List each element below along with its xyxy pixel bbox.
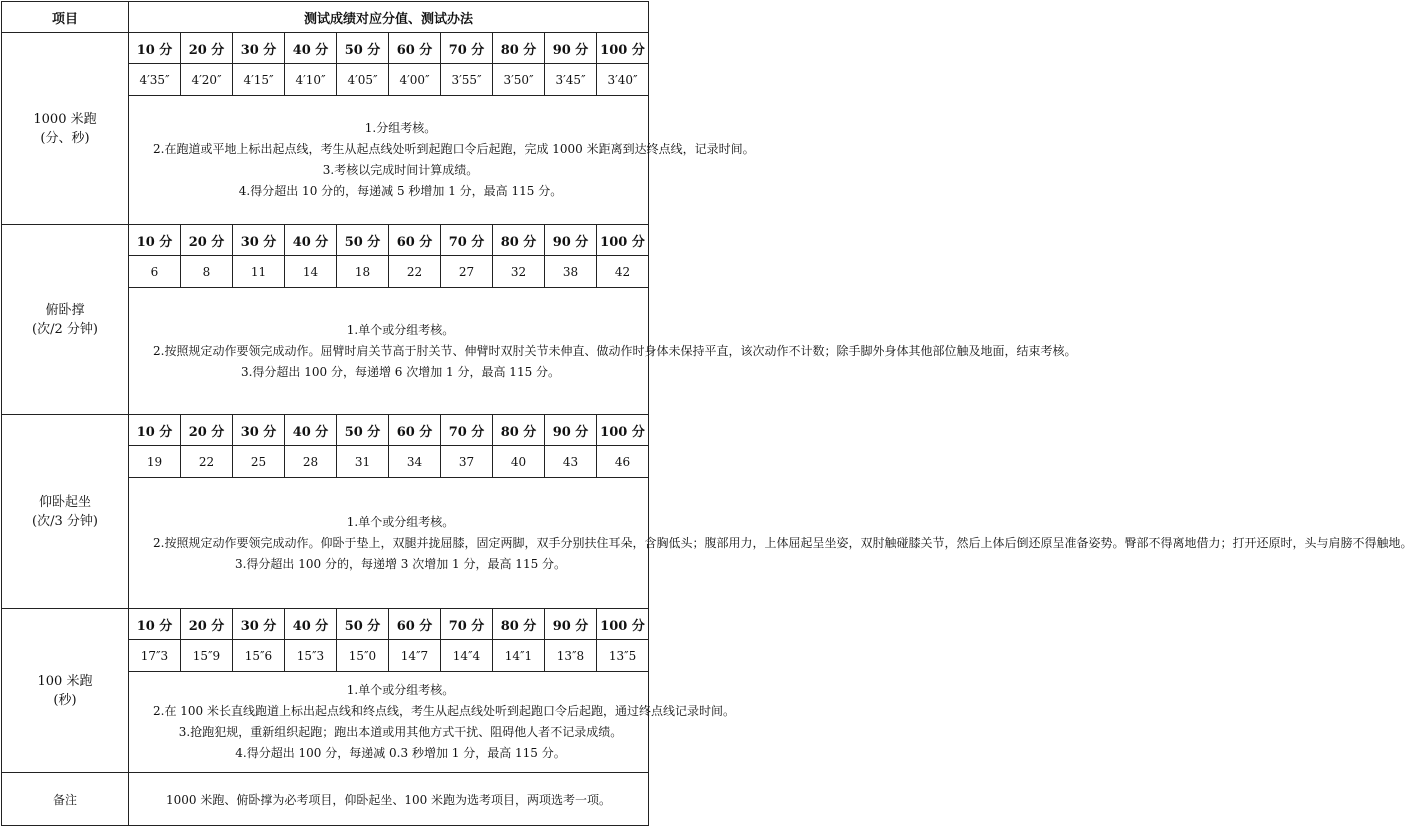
score-level-cell: 100 分	[597, 33, 649, 64]
score-level-cell: 20 分	[181, 415, 233, 446]
score-value-cell: 4′05″	[337, 64, 389, 96]
score-level-row	[2, 225, 649, 256]
score-level-row	[2, 33, 649, 64]
score-level-cell: 90 分	[545, 33, 597, 64]
score-level-cell: 30 分	[233, 415, 285, 446]
score-level-cell: 20 分	[181, 225, 233, 256]
score-level-cell: 50 分	[337, 225, 389, 256]
score-level-cell: 60 分	[389, 609, 441, 640]
score-value-cell: 22	[181, 446, 233, 478]
score-level-cell: 20 分	[181, 33, 233, 64]
score-value-cell: 40	[493, 446, 545, 478]
score-level-cell: 90 分	[545, 225, 597, 256]
score-value-cell: 3′45″	[545, 64, 597, 96]
remark-label: 备注	[2, 773, 129, 826]
score-value-cell: 11	[233, 256, 285, 288]
score-level-cell: 10 分	[129, 33, 181, 64]
score-level-cell: 60 分	[389, 33, 441, 64]
test-method-note: 1.单个或分组考核。	[346, 514, 455, 529]
test-method-note: 2.在跑道或平地上标出起点线，考生从起点线处听到起跑口令后起跑，完成 1000 米距离到达终点线，记录时间。	[153, 142, 755, 156]
score-value-cell: 42	[597, 256, 649, 288]
item-name-line: (次/2 分钟)	[32, 321, 98, 337]
score-level-cell: 70 分	[441, 609, 493, 640]
score-level-cell: 30 分	[233, 609, 285, 640]
score-level-row	[2, 609, 649, 640]
score-level-cell: 50 分	[337, 609, 389, 640]
item-name-line: 仰卧起坐	[38, 494, 91, 510]
score-level-cell: 70 分	[441, 415, 493, 446]
score-value-cell: 3′50″	[493, 64, 545, 96]
item-name-line: 1000 米跑	[33, 111, 97, 127]
score-value-cell: 22	[389, 256, 441, 288]
score-value-cell: 3′40″	[597, 64, 649, 96]
score-level-cell: 80 分	[493, 609, 545, 640]
score-level-cell: 70 分	[441, 225, 493, 256]
score-level-cell: 80 分	[493, 225, 545, 256]
score-level-cell: 60 分	[389, 415, 441, 446]
test-method-note: 1.分组考核。	[364, 121, 437, 135]
test-method-cell	[129, 96, 755, 225]
score-value-cell: 27	[441, 256, 493, 288]
score-value-cell: 31	[337, 446, 389, 478]
test-method-note: 3.考核以完成时间计算成绩。	[322, 163, 479, 177]
score-level-cell: 50 分	[337, 415, 389, 446]
score-level-cell: 10 分	[129, 225, 181, 256]
header-item: 项目	[2, 2, 129, 33]
item-name-line: (分、秒)	[40, 130, 90, 146]
score-value-cell: 13″5	[597, 640, 649, 672]
score-level-cell: 40 分	[285, 33, 337, 64]
score-value-cell: 25	[233, 446, 285, 478]
score-level-cell: 100 分	[597, 609, 649, 640]
score-level-cell: 10 分	[129, 415, 181, 446]
test-method-note: 2.按照规定动作要领完成动作。屈臂时肩关节高于肘关节、伸臂时双肘关节未伸直、做动作时身体未保持平直，该次动作不计数；除手脚外身体其他部位触及地面，结束考核。	[153, 343, 1077, 358]
score-value-cell: 18	[337, 256, 389, 288]
fitness-test-table	[1, 1, 1412, 826]
score-value-cell: 3′55″	[441, 64, 493, 96]
score-value-cell: 14	[285, 256, 337, 288]
score-level-cell: 60 分	[389, 225, 441, 256]
item-name-cell	[2, 225, 129, 415]
score-level-cell: 40 分	[285, 609, 337, 640]
test-method-cell	[129, 288, 1077, 415]
score-level-cell: 40 分	[285, 415, 337, 446]
score-value-cell: 37	[441, 446, 493, 478]
score-value-cell: 6	[129, 256, 181, 288]
test-method-note: 3.抢跑犯规，重新组织起跑；跑出本道或用其他方式干扰、阻碍他人者不记录成绩。	[178, 725, 623, 739]
test-method-note: 4.得分超出 100 分，每递减 0.3 秒增加 1 分，最高 115 分。	[235, 746, 566, 760]
item-name-cell	[2, 609, 129, 773]
score-value-cell: 28	[285, 446, 337, 478]
score-level-cell: 10 分	[129, 609, 181, 640]
score-value-cell: 34	[389, 446, 441, 478]
score-level-cell: 20 分	[181, 609, 233, 640]
header-row	[2, 2, 649, 33]
score-level-cell: 100 分	[597, 225, 649, 256]
score-level-cell: 30 分	[233, 225, 285, 256]
item-name-cell	[2, 33, 129, 225]
score-level-cell: 80 分	[493, 33, 545, 64]
score-level-row	[2, 415, 649, 446]
item-name-line: (次/3 分钟)	[32, 513, 98, 529]
score-value-cell: 4′35″	[129, 64, 181, 96]
score-value-cell: 8	[181, 256, 233, 288]
remark-text: 1000 米跑、俯卧撑为必考项目，仰卧起坐、100 米跑为选考项目，两项选考一项。	[129, 773, 649, 826]
score-value-cell: 4′00″	[389, 64, 441, 96]
test-method-note: 1.单个或分组考核。	[346, 683, 455, 697]
score-value-cell: 15″0	[337, 640, 389, 672]
score-level-cell: 40 分	[285, 225, 337, 256]
test-method-note: 4.得分超出 10 分的，每递减 5 秒增加 1 分，最高 115 分。	[238, 184, 563, 198]
score-level-cell: 70 分	[441, 33, 493, 64]
remark-row	[2, 773, 649, 826]
item-name-line: (秒)	[53, 692, 77, 708]
score-value-cell: 17″3	[129, 640, 181, 672]
item-name-line: 100 米跑	[37, 673, 93, 689]
score-value-cell: 13″8	[545, 640, 597, 672]
score-level-cell: 100 分	[597, 415, 649, 446]
test-method-note: 1.单个或分组考核。	[346, 322, 455, 337]
score-value-cell: 4′20″	[181, 64, 233, 96]
score-level-cell: 90 分	[545, 609, 597, 640]
score-level-cell: 80 分	[493, 415, 545, 446]
test-method-cell	[129, 672, 735, 773]
score-value-cell: 15″9	[181, 640, 233, 672]
score-value-cell: 32	[493, 256, 545, 288]
header-scoring: 测试成绩对应分值、测试办法	[129, 2, 649, 33]
score-value-cell: 14″1	[493, 640, 545, 672]
score-level-cell: 50 分	[337, 33, 389, 64]
score-value-cell: 46	[597, 446, 649, 478]
test-method-note: 2.按照规定动作要领完成动作。仰卧于垫上，双腿并拢屈膝，固定两脚，双手分别扶住耳朵，含胸低头；腹部用力，上体屈起呈坐姿，双肘触碰膝关节，然后上体后倒还原呈准备姿势。臀部不得离地借力；打开还原时，头与肩膀不得触地。	[153, 535, 1412, 550]
item-name-line: 俯卧撑	[45, 302, 85, 318]
score-value-cell: 19	[129, 446, 181, 478]
score-value-cell: 15″6	[233, 640, 285, 672]
score-value-cell: 14″4	[441, 640, 493, 672]
test-method-note: 3.得分超出 100 分，每递增 6 次增加 1 分，最高 115 分。	[240, 364, 561, 379]
score-value-cell: 14″7	[389, 640, 441, 672]
score-value-cell: 38	[545, 256, 597, 288]
score-value-cell: 15″3	[285, 640, 337, 672]
table-body	[2, 2, 1412, 826]
item-name-cell	[2, 415, 129, 609]
test-method-note: 3.得分超出 100 分的，每递增 3 次增加 1 分，最高 115 分。	[234, 556, 567, 571]
score-level-cell: 30 分	[233, 33, 285, 64]
test-method-cell	[129, 478, 1412, 609]
test-method-note: 2.在 100 米长直线跑道上标出起点线和终点线，考生从起点线处听到起跑口令后起跑，通过终点线记录时间。	[153, 704, 735, 718]
score-value-cell: 4′15″	[233, 64, 285, 96]
score-value-cell: 43	[545, 446, 597, 478]
score-level-cell: 90 分	[545, 415, 597, 446]
score-value-cell: 4′10″	[285, 64, 337, 96]
